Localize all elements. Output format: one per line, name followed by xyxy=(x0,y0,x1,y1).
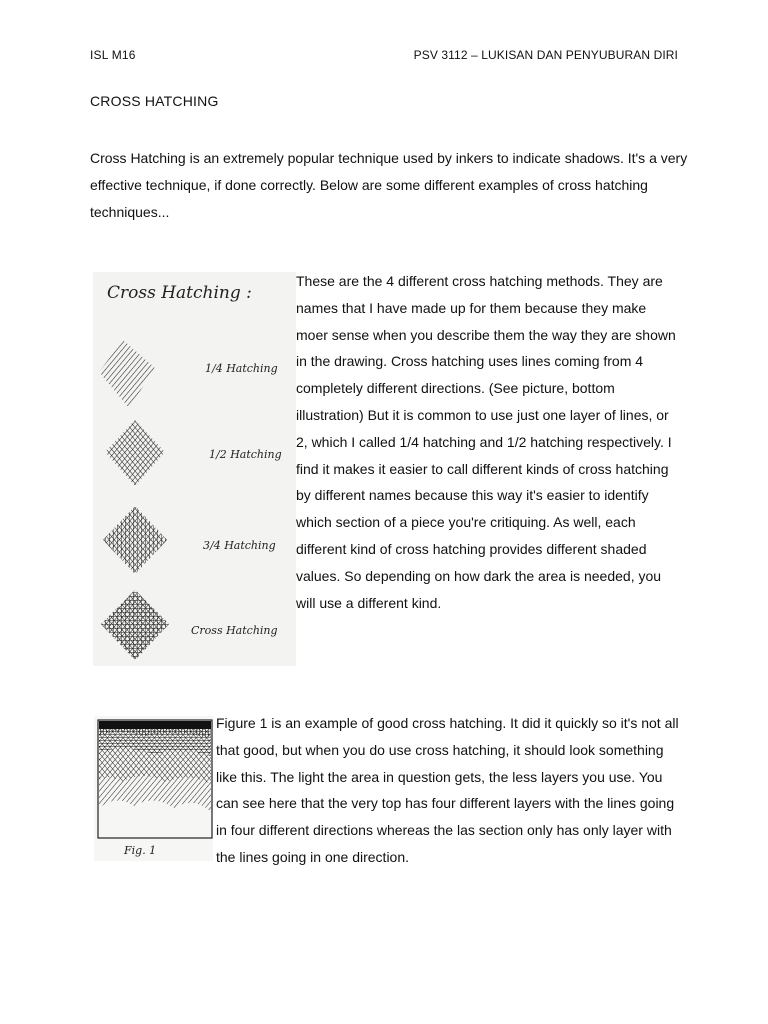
figure-1-illustration xyxy=(94,716,213,861)
intro-paragraph: Cross Hatching is an extremely popular technique used by inkers to indicate shadows. It's a very effective technique, if done correctly. Below are some different examples of cross hatching techniques... xyxy=(90,150,688,220)
figure-1-description-paragraph: Figure 1 is an example of good cross hatching. It did it quickly so it's not all that good, but when you do use cross hatching, it should look something like this. The light the area in question gets, the less layers you use. You can see here that the very top has four different layers with the lines going in four different directions whereas the las section only has only layer with the lines going in one direction. xyxy=(216,715,679,865)
page-title: CROSS HATCHING xyxy=(90,93,219,109)
methods-description-paragraph: These are the 4 different cross hatching methods. They are names that I have made up for them because they make moer sense when you describe them the way they are shown in the drawing. Cross hatching uses lines coming from 4 completely different directions. (See picture, bottom illustration) But it is common to use just one layer of lines, or 2, which I called 1/4 hatching and 1/2 hatching respectively. I find it makes it easier to call different kinds of cross hatching by different names because this way it's easier to identify which section of a piece you're critiquing. As well, each different kind of cross hatching provides different shaded values. So depending on how dark the area is needed, you will use a different kind. xyxy=(296,273,676,611)
three-quarter-hatching-label: 3/4 Hatching xyxy=(203,539,276,552)
figure-1-caption: Fig. 1 xyxy=(124,844,157,857)
quarter-hatching-label: 1/4 Hatching xyxy=(205,362,278,375)
hatching-methods-illustration xyxy=(93,272,296,666)
illustration-heading: Cross Hatching : xyxy=(107,283,252,303)
three-quarter-hatching-swatch xyxy=(103,506,167,574)
header-left: ISL M16 xyxy=(90,48,136,62)
quarter-hatching-swatch xyxy=(99,340,155,408)
half-hatching-label: 1/2 Hatching xyxy=(209,448,282,461)
cross-hatching-swatch xyxy=(101,590,169,660)
header-right: PSV 3112 – LUKISAN DAN PENYUBURAN DIRI xyxy=(413,48,678,62)
cross-hatching-label: Cross Hatching xyxy=(191,624,278,637)
half-hatching-swatch xyxy=(105,420,165,486)
